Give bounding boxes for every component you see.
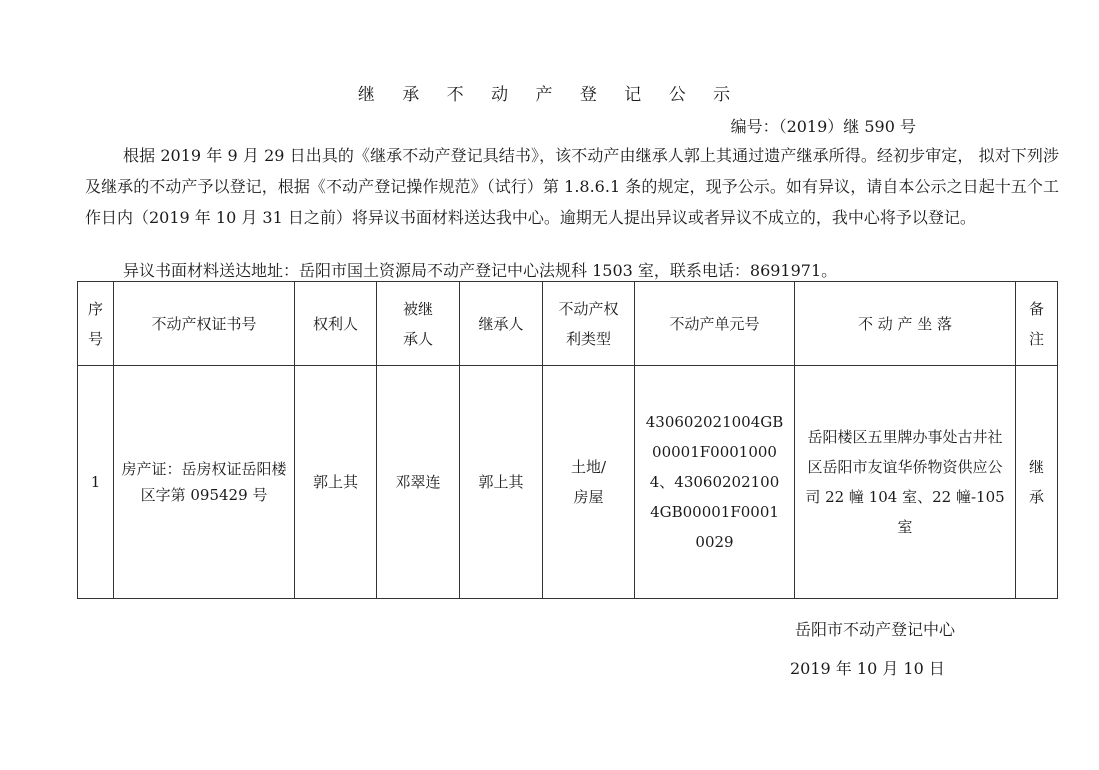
header-location: 不 动 产 坐 落 [795,282,1016,366]
header-heir: 继承人 [460,282,543,366]
notice-body-paragraph: 根据 2019 年 9 月 29 日出具的《继承不动产登记具结书》，该不动产由继承人郭上其通过遗产继承所得。经初步审定， 拟对下列涉及继承的不动产予以登记，根据《不动产登记操作规范》（试行）第 1.8.6.1 条的规定，现予公示。如有异议，请自本公示之日起十五个工作日内（2019 年 10 月 31 日之前）将异议书面材料送达我中心。逾期无人提出异议或者异议不成立的，我中心将予以登记。 [85,146,1059,227]
cell-holder: 郭上其 [295,366,377,599]
document-title: 继 承 不 动 产 登 记 公 示 [357,85,742,105]
cell-cert: 房产证：岳房权证岳阳楼区字第 095429 号 [114,366,295,599]
header-right-type: 不动产权利类型 [543,282,635,366]
property-notice-table [77,281,1058,599]
cell-heir: 郭上其 [460,366,543,599]
cell-right-type: 土地/房屋 [543,366,635,599]
header-cert: 不动产权证书号 [114,282,295,366]
table-row [78,366,1058,599]
cell-decedent: 邓翠连 [377,366,460,599]
header-seq: 序号 [78,282,114,366]
cell-unit-no: 430602021004GB00001F00010004、430602021004GB00001F00010029 [635,366,795,599]
header-decedent: 被继承人 [377,282,460,366]
issue-date: 2019 年 10 月 10 日 [790,659,945,678]
table-header-row [78,282,1058,366]
document-number: 编号：（2019）继 590 号 [730,117,916,136]
cell-seq: 1 [78,366,114,599]
header-holder: 权利人 [295,282,377,366]
issuing-organization: 岳阳市不动产登记中心 [795,620,956,639]
header-unit-no: 不动产单元号 [635,282,795,366]
cell-remark: 继承 [1016,366,1058,599]
objection-address-line: 异议书面材料送达地址：岳阳市国土资源局不动产登记中心法规科 1503 室，联系电话：8691971。 [123,261,838,280]
header-remark: 备注 [1016,282,1058,366]
cell-location: 岳阳楼区五里牌办事处古井社区岳阳市友谊华侨物资供应公司 22 幢 104 室、22 幢-105 室 [795,366,1016,599]
